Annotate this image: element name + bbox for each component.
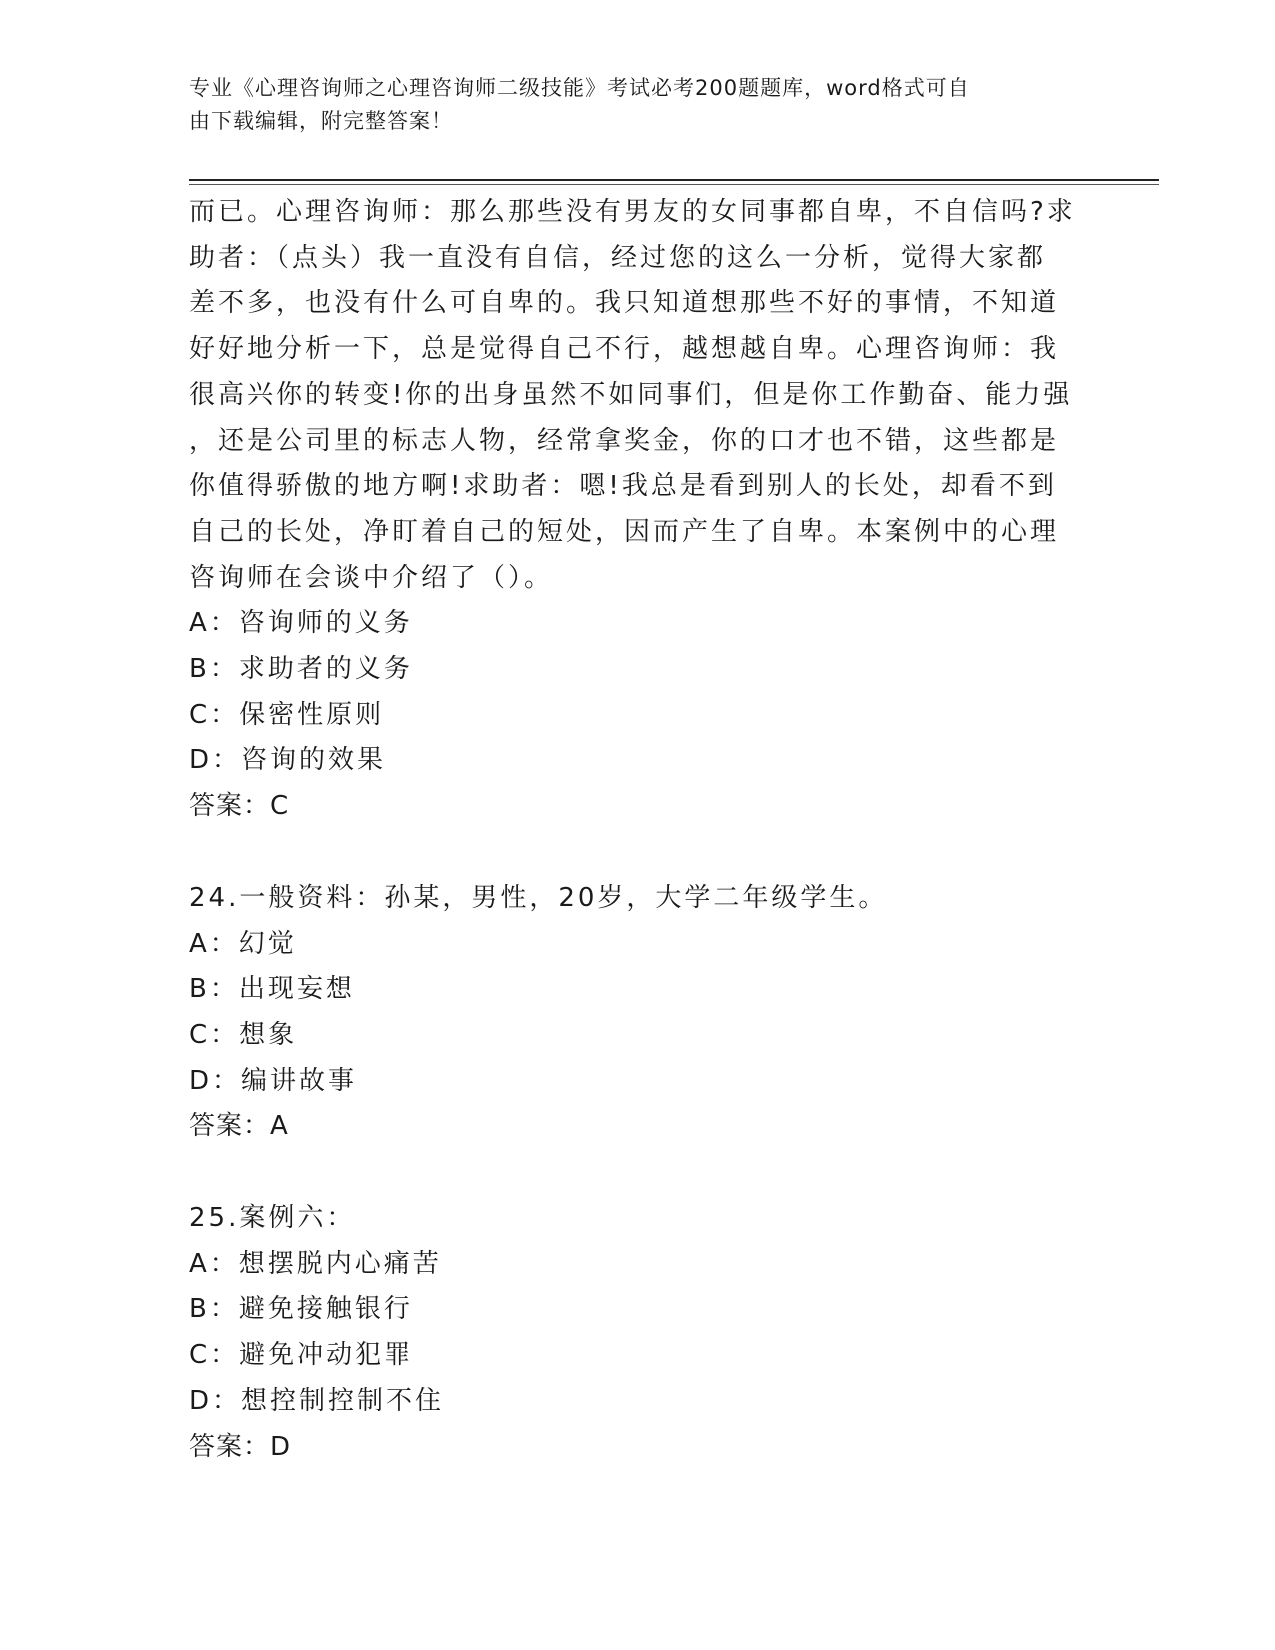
- header-rule-thick: [189, 179, 1159, 181]
- question-23: [189, 190, 1089, 830]
- option-d: D：想控制控制不住: [189, 1385, 445, 1416]
- question-stem: 24.一般资料：孙某，男性，20岁，大学二年级学生。: [189, 882, 888, 913]
- question-text-line: 你值得骄傲的地方啊!求助者：嗯!我总是看到别人的长处，却看不到: [189, 471, 1057, 502]
- option-d: D：咨询的效果: [189, 745, 387, 776]
- header-line-2: 由下载编辑，附完整答案！: [189, 109, 453, 133]
- option-d: D：编讲故事: [189, 1065, 358, 1096]
- question-text-line: 很高兴你的转变!你的出身虽然不如同事们，但是你工作勤奋、能力强: [189, 379, 1073, 410]
- question-text-line: 自己的长处，净盯着自己的短处，因而产生了自卑。本案例中的心理: [189, 516, 1060, 547]
- answer: 答案：A: [189, 1111, 289, 1142]
- question-stem: 25.案例六：: [189, 1203, 356, 1234]
- question-text-line: 咨询师在会谈中介绍了（）。: [189, 562, 554, 593]
- question-text-line: 差不多，也没有什么可自卑的。我只知道想那些不好的事情，不知道: [189, 288, 1060, 319]
- option-a: A：想摆脱内心痛苦: [189, 1248, 442, 1279]
- question-text-line: 而已。心理咨询师：那么那些没有男友的女同事都自卑，不自信吗?求: [189, 197, 1076, 227]
- option-b: B：出现妄想: [189, 974, 355, 1005]
- page-header: [189, 72, 1079, 138]
- option-b: B：求助者的义务: [189, 654, 413, 685]
- answer: 答案：D: [189, 1431, 292, 1462]
- option-c: C：避免冲动犯罪: [189, 1340, 414, 1371]
- document-body: [189, 190, 1089, 1470]
- header-rule-thin: [189, 184, 1159, 185]
- question-24: [189, 876, 1089, 1150]
- question-text-line: ，还是公司里的标志人物，经常拿奖金，你的口才也不错，这些都是: [189, 425, 1060, 456]
- spacer: [189, 1150, 1089, 1196]
- spacer: [189, 830, 1089, 876]
- header-line-1: 专业《心理咨询师之心理咨询师二级技能》考试必考200题题库，word格式可自: [189, 76, 970, 100]
- option-a: A：咨询师的义务: [189, 608, 413, 639]
- option-c: C：保密性原则: [189, 699, 385, 730]
- option-a: A：幻觉: [189, 928, 297, 959]
- question-text-line: 助者：（点头）我一直没有自信，经过您的这么一分析，觉得大家都: [189, 242, 1047, 273]
- question-text-line: 好好地分析一下，总是觉得自己不行，越想越自卑。心理咨询师：我: [189, 334, 1060, 365]
- option-b: B：避免接触银行: [189, 1294, 413, 1325]
- question-25: [189, 1196, 1089, 1470]
- answer: 答案：C: [189, 791, 290, 822]
- option-c: C：想象: [189, 1019, 298, 1050]
